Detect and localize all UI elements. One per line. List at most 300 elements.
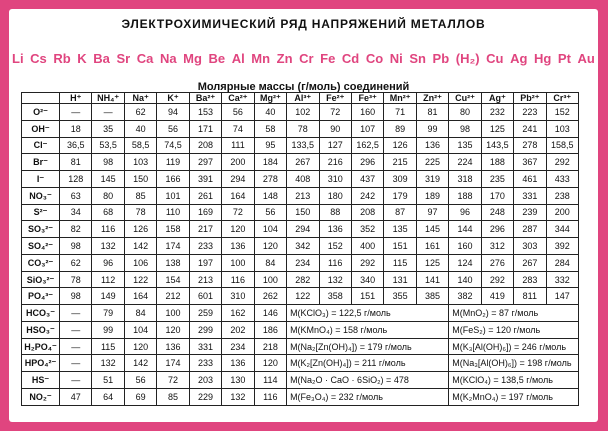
molar-mass-cell: 174 (157, 355, 189, 372)
molar-mass-cell: 101 (157, 187, 189, 204)
molar-mass-cell: — (92, 104, 124, 121)
molar-mass-cell: 140 (449, 271, 481, 288)
molar-mass-cell: 145 (416, 221, 448, 238)
molar-mass-cell: 136 (222, 355, 254, 372)
molar-mass-cell: 259 (189, 305, 221, 322)
series-metal: Cr (299, 51, 314, 66)
molar-mass-cell: 294 (222, 171, 254, 188)
molar-mass-cell: 98 (60, 288, 92, 305)
molar-mass-cell: 106 (124, 254, 156, 271)
table-row (22, 238, 579, 255)
molar-mass-cell: 296 (481, 221, 513, 238)
molar-mass-cell: 53,5 (92, 137, 124, 154)
molar-mass-cell: 188 (481, 154, 513, 171)
molar-mass-cell: 96 (449, 204, 481, 221)
molar-mass-cell: 87 (384, 204, 416, 221)
molar-mass-cell: 138 (157, 254, 189, 271)
anion-header: HSO₃⁻ (22, 321, 60, 338)
molar-mass-cell: 278 (514, 137, 546, 154)
anion-header: HPO₄²⁻ (22, 355, 60, 372)
molar-mass-cell: 287 (514, 221, 546, 238)
molar-mass-cell: 36,5 (60, 137, 92, 154)
series-metal: Ag (510, 51, 528, 66)
table-row (22, 104, 579, 121)
molar-mass-cell: 811 (514, 288, 546, 305)
molar-mass-cell: 136 (416, 137, 448, 154)
molar-mass-cell: 292 (546, 154, 578, 171)
molar-mass-cell: 382 (449, 288, 481, 305)
molar-mass-cell: 122 (124, 271, 156, 288)
molar-mass-cell: 40 (254, 104, 286, 121)
molar-mass-cell: 223 (514, 104, 546, 121)
molar-mass-cell: 461 (514, 171, 546, 188)
series-metal: Na (159, 51, 177, 66)
molar-mass-table (21, 92, 579, 406)
molar-mass-cell: 72 (157, 372, 189, 389)
table-row (22, 271, 579, 288)
molar-mass-cell: 89 (384, 120, 416, 137)
molar-mass-cell: 162 (222, 305, 254, 322)
molar-mass-cell: 235 (481, 171, 513, 188)
compound-molar-mass: M(K₂[Zn(OH)₄]) = 211 г/моль (287, 355, 449, 372)
table-row (22, 204, 579, 221)
molar-mass-cell: 34 (60, 204, 92, 221)
compound-molar-mass: M(K₂MnO₄) = 197 г/моль (449, 389, 579, 406)
molar-mass-cell: 125 (416, 254, 448, 271)
molar-mass-cell: 202 (222, 321, 254, 338)
molar-mass-cell: 158 (157, 221, 189, 238)
molar-mass-cell: 116 (319, 254, 351, 271)
table-row (22, 221, 579, 238)
molar-mass-cell: 119 (157, 154, 189, 171)
molar-mass-cell: — (60, 338, 92, 355)
molar-mass-cell: 135 (449, 137, 481, 154)
anion-header: I⁻ (22, 171, 60, 188)
molar-mass-cell: 342 (287, 238, 319, 255)
molar-mass-cell: 56 (124, 372, 156, 389)
molar-mass-cell: 100 (254, 271, 286, 288)
series-metal: Be (208, 51, 226, 66)
molar-mass-cell: 124 (449, 254, 481, 271)
molar-mass-cell: 153 (189, 104, 221, 121)
series-metal: Pt (557, 51, 571, 66)
molar-mass-cell: 160 (351, 104, 383, 121)
molar-mass-cell: 56 (157, 120, 189, 137)
series-metal: Mg (183, 51, 202, 66)
molar-mass-cell: 85 (157, 389, 189, 406)
molar-mass-cell: 234 (287, 254, 319, 271)
molar-mass-cell: 232 (481, 104, 513, 121)
molar-mass-cell: 239 (514, 204, 546, 221)
table-row (22, 372, 579, 389)
molar-mass-cell: 144 (449, 221, 481, 238)
molar-mass-cell: 98 (92, 154, 124, 171)
molar-mass-cell: 142 (124, 238, 156, 255)
anion-header: Cl⁻ (22, 137, 60, 154)
molar-mass-cell: 332 (546, 271, 578, 288)
molar-mass-cell: 58,5 (124, 137, 156, 154)
molar-mass-cell: 131 (384, 271, 416, 288)
molar-mass-cell: 318 (449, 171, 481, 188)
molar-mass-cell: 284 (546, 254, 578, 271)
molar-mass-cell: 233 (189, 238, 221, 255)
table-row (22, 389, 579, 406)
molar-mass-cell: 276 (481, 254, 513, 271)
molar-mass-cell: 151 (384, 238, 416, 255)
cation-header: Mn²⁺ (384, 93, 416, 104)
molar-mass-cell: 99 (92, 321, 124, 338)
table-row (22, 355, 579, 372)
molar-mass-cell: 128 (60, 171, 92, 188)
anion-header: PO₄³⁻ (22, 288, 60, 305)
compound-molar-mass: M(Na₂[Zn(OH)₄]) = 179 г/моль (287, 338, 449, 355)
compound-molar-mass: M(KMnO₄) = 158 г/моль (287, 321, 449, 338)
molar-mass-cell: 216 (319, 154, 351, 171)
molar-mass-cell: 174 (157, 238, 189, 255)
molar-mass-cell: 267 (287, 154, 319, 171)
molar-mass-cell: 171 (189, 120, 221, 137)
molar-mass-cell: 180 (319, 187, 351, 204)
molar-mass-cell: 234 (222, 338, 254, 355)
molar-mass-cell: 233 (189, 355, 221, 372)
cation-header: Cu²⁺ (449, 93, 481, 104)
molar-mass-cell: 100 (157, 305, 189, 322)
cation-header: Al³⁺ (287, 93, 319, 104)
molar-mass-cell: 146 (254, 305, 286, 322)
molar-mass-cell: 120 (157, 321, 189, 338)
molar-mass-cell: 125 (481, 120, 513, 137)
molar-mass-cell: 189 (416, 187, 448, 204)
corner-cell (22, 93, 60, 104)
molar-mass-cell: 297 (189, 154, 221, 171)
molar-mass-cell: 135 (384, 221, 416, 238)
series-metal: Hg (533, 51, 552, 66)
molar-mass-cell: 164 (222, 187, 254, 204)
molar-mass-cell: 136 (319, 221, 351, 238)
compound-molar-mass: M(Na₂O · CaO · 6SiO₂) = 478 (287, 372, 449, 389)
table-subtitle: Молярные массы (г/моль) соединений (197, 81, 410, 93)
molar-mass-cell: 367 (514, 154, 546, 171)
anion-header: O²⁻ (22, 104, 60, 121)
molar-mass-cell: 88 (319, 204, 351, 221)
molar-mass-cell: — (60, 321, 92, 338)
molar-mass-cell: 331 (189, 338, 221, 355)
molar-mass-cell: 82 (60, 221, 92, 238)
molar-mass-cell: 229 (189, 389, 221, 406)
series-metal: Pb (432, 51, 450, 66)
molar-mass-cell: 90 (319, 120, 351, 137)
molar-mass-cell: 100 (222, 254, 254, 271)
molar-mass-cell: 94 (157, 104, 189, 121)
molar-mass-cell: 68 (92, 204, 124, 221)
molar-mass-cell: 303 (514, 238, 546, 255)
molar-mass-cell: 392 (546, 238, 578, 255)
table-row (22, 187, 579, 204)
molar-mass-cell: 261 (189, 187, 221, 204)
series-metal: Ba (93, 51, 110, 66)
molar-mass-cell: 96 (92, 254, 124, 271)
molar-mass-cell: 158,5 (546, 137, 578, 154)
cation-header: Ca²⁺ (222, 93, 254, 104)
molar-mass-cell: 62 (60, 254, 92, 271)
molar-mass-cell: 127 (319, 137, 351, 154)
table-row (22, 137, 579, 154)
molar-mass-cell: 152 (546, 104, 578, 121)
molar-mass-cell: 225 (416, 154, 448, 171)
molar-mass-cell: 99 (416, 120, 448, 137)
series-metal: K (77, 51, 87, 66)
molar-mass-cell: 35 (92, 120, 124, 137)
cation-header: H⁺ (60, 93, 92, 104)
anion-header: NO₃⁻ (22, 187, 60, 204)
molar-mass-cell: — (60, 355, 92, 372)
molar-mass-cell: 98 (60, 238, 92, 255)
anion-header: CO₃²⁻ (22, 254, 60, 271)
molar-mass-cell: 355 (384, 288, 416, 305)
compound-molar-mass: M(FeS₂) = 120 г/моль (449, 321, 579, 338)
anion-header: SO₃²⁻ (22, 221, 60, 238)
table-row (22, 171, 579, 188)
molar-mass-cell: 120 (124, 338, 156, 355)
molar-mass-cell: 352 (351, 221, 383, 238)
molar-mass-cell: 150 (287, 204, 319, 221)
molar-mass-cell: 267 (514, 254, 546, 271)
molar-mass-cell: 385 (416, 288, 448, 305)
molar-mass-cell: 213 (287, 187, 319, 204)
molar-mass-cell: 120 (222, 221, 254, 238)
molar-mass-cell: — (60, 104, 92, 121)
table-row (22, 120, 579, 137)
cation-header: Pb²⁺ (514, 93, 546, 104)
molar-mass-cell: 208 (351, 204, 383, 221)
cation-header: Fe³⁺ (351, 93, 383, 104)
molar-mass-cell: 278 (254, 171, 286, 188)
molar-mass-cell: 169 (189, 204, 221, 221)
molar-mass-cell: 200 (222, 154, 254, 171)
molar-mass-cell: 136 (222, 238, 254, 255)
series-metal: Zn (276, 51, 293, 66)
anion-header: HCO₃⁻ (22, 305, 60, 322)
molar-mass-cell: 294 (287, 221, 319, 238)
molar-mass-cell: 78 (124, 204, 156, 221)
molar-mass-cell: 148 (254, 187, 286, 204)
molar-mass-cell: 166 (157, 171, 189, 188)
compound-molar-mass: M(Fe₃O₄) = 232 г/моль (287, 389, 449, 406)
molar-mass-cell: 296 (351, 154, 383, 171)
molar-mass-cell: 80 (92, 187, 124, 204)
series-metal: Fe (320, 51, 336, 66)
molar-mass-cell: 47 (60, 389, 92, 406)
molar-mass-cell: 151 (351, 288, 383, 305)
molar-mass-cell: 162,5 (351, 137, 383, 154)
molar-mass-cell: 141 (416, 271, 448, 288)
molar-mass-cell: 136 (157, 338, 189, 355)
series-metal: Cu (486, 51, 504, 66)
molar-mass-cell: 74,5 (157, 137, 189, 154)
table-row (22, 305, 579, 322)
molar-mass-cell: 115 (384, 254, 416, 271)
molar-mass-cell: 208 (189, 137, 221, 154)
anion-header: NO₂⁻ (22, 389, 60, 406)
molar-mass-cell: 408 (287, 171, 319, 188)
molar-mass-cell: 102 (287, 104, 319, 121)
molar-mass-cell: 154 (157, 271, 189, 288)
series-metal: Sr (116, 51, 131, 66)
molar-mass-cell: 120 (254, 355, 286, 372)
series-metal: Cd (341, 51, 360, 66)
molar-mass-cell: 71 (384, 104, 416, 121)
page-title: ЭЛЕКТРОХИМИЧЕСКИЙ РЯД НАПРЯЖЕНИЙ МЕТАЛЛОВ (121, 17, 486, 31)
series-metal: Rb (53, 51, 71, 66)
molar-mass-cell: 62 (124, 104, 156, 121)
molar-mass-cell: 312 (481, 238, 513, 255)
molar-mass-cell: 161 (416, 238, 448, 255)
molar-mass-cell: 164 (124, 288, 156, 305)
molar-mass-cell: 79 (92, 305, 124, 322)
table-row (22, 154, 579, 171)
series-metal: Li (12, 51, 24, 66)
molar-mass-cell: 104 (124, 321, 156, 338)
molar-mass-cell: 78 (287, 120, 319, 137)
table-row (22, 338, 579, 355)
anion-header: SO₄²⁻ (22, 238, 60, 255)
cation-header: Zn²⁺ (416, 93, 448, 104)
molar-mass-cell: 63 (60, 187, 92, 204)
molar-mass-cell: 97 (416, 204, 448, 221)
molar-mass-cell: 188 (449, 187, 481, 204)
molar-mass-cell: 122 (287, 288, 319, 305)
molar-mass-cell: 292 (481, 271, 513, 288)
molar-mass-cell: 69 (124, 389, 156, 406)
molar-mass-cell: 150 (124, 171, 156, 188)
molar-mass-cell: 218 (254, 338, 286, 355)
molar-mass-cell: 40 (124, 120, 156, 137)
molar-mass-cell: 170 (481, 187, 513, 204)
molar-mass-cell: 601 (189, 288, 221, 305)
molar-mass-cell: 132 (319, 271, 351, 288)
molar-mass-cell: 319 (416, 171, 448, 188)
molar-mass-cell: 437 (351, 171, 383, 188)
series-metal: Mn (251, 51, 271, 66)
molar-mass-cell: 400 (351, 238, 383, 255)
anion-header: OH⁻ (22, 120, 60, 137)
molar-mass-cell: 419 (481, 288, 513, 305)
molar-mass-cell: 358 (319, 288, 351, 305)
molar-mass-cell: 215 (384, 154, 416, 171)
molar-mass-cell: 107 (351, 120, 383, 137)
molar-mass-cell: — (60, 372, 92, 389)
molar-mass-cell: 120 (254, 238, 286, 255)
molar-mass-cell: 160 (449, 238, 481, 255)
molar-mass-cell: 340 (351, 271, 383, 288)
molar-mass-cell: 64 (92, 389, 124, 406)
molar-mass-cell: 98 (449, 120, 481, 137)
molar-mass-cell: 132 (92, 238, 124, 255)
molar-mass-cell: 147 (546, 288, 578, 305)
molar-mass-cell: 248 (481, 204, 513, 221)
molar-mass-cell: 197 (189, 254, 221, 271)
molar-mass-cell: 58 (254, 120, 286, 137)
molar-mass-cell: 145 (92, 171, 124, 188)
molar-mass-cell: 103 (124, 154, 156, 171)
compound-molar-mass: M(K₃[Al(OH)₆]) = 246 г/моль (449, 338, 579, 355)
cation-header: Ag⁺ (481, 93, 513, 104)
molar-mass-cell: 56 (254, 204, 286, 221)
molar-mass-cell: 74 (222, 120, 254, 137)
molar-mass-cell: 299 (189, 321, 221, 338)
table-row (22, 288, 579, 305)
molar-mass-cell: 104 (254, 221, 286, 238)
molar-mass-cell: 344 (546, 221, 578, 238)
molar-mass-cell: 116 (254, 389, 286, 406)
series-metal: Ni (389, 51, 403, 66)
molar-mass-cell: 130 (222, 372, 254, 389)
anion-header: Br⁻ (22, 154, 60, 171)
series-metal: Co (365, 51, 384, 66)
molar-mass-cell: 110 (157, 204, 189, 221)
molar-mass-cell: 72 (319, 104, 351, 121)
molar-mass-cell: 133,5 (287, 137, 319, 154)
molar-mass-cell: 309 (384, 171, 416, 188)
molar-mass-cell: 112 (92, 271, 124, 288)
molar-mass-cell: 81 (416, 104, 448, 121)
molar-mass-cell: 224 (449, 154, 481, 171)
cation-header: Na⁺ (124, 93, 156, 104)
molar-mass-cell: 95 (254, 137, 286, 154)
cation-header: Fe²⁺ (319, 93, 351, 104)
molar-mass-cell: 184 (254, 154, 286, 171)
molar-mass-cell: 126 (384, 137, 416, 154)
molar-mass-cell: 114 (254, 372, 286, 389)
molar-mass-cell: 212 (157, 288, 189, 305)
molar-mass-cell: 331 (514, 187, 546, 204)
molar-mass-cell: 116 (92, 221, 124, 238)
anion-header: S²⁻ (22, 204, 60, 221)
compound-molar-mass: M(MnO₂) = 87 г/моль (449, 305, 579, 322)
series-metal: Al (231, 51, 245, 66)
molar-mass-cell: — (60, 305, 92, 322)
molar-mass-cell: 203 (189, 372, 221, 389)
molar-mass-cell: 217 (189, 221, 221, 238)
molar-mass-cell: 142 (124, 355, 156, 372)
molar-mass-cell: 116 (222, 271, 254, 288)
cation-header: Cr³⁺ (546, 93, 578, 104)
series-metal: Sn (409, 51, 426, 66)
molar-mass-cell: 126 (124, 221, 156, 238)
series-metal: (H₂) (455, 51, 480, 66)
compound-molar-mass: M(KClO₄) = 138,5 г/моль (449, 372, 579, 389)
molar-mass-cell: 115 (92, 338, 124, 355)
molar-mass-cell: 262 (254, 288, 286, 305)
molar-mass-cell: 51 (92, 372, 124, 389)
molar-mass-cell: 84 (254, 254, 286, 271)
table-header-row (22, 93, 579, 104)
molar-mass-cell: 132 (222, 389, 254, 406)
molar-mass-cell: 103 (546, 120, 578, 137)
molar-mass-cell: 186 (254, 321, 286, 338)
molar-mass-cell: 310 (319, 171, 351, 188)
anion-header: HS⁻ (22, 372, 60, 389)
cation-header: Ba²⁺ (189, 93, 221, 104)
molar-mass-cell: 433 (546, 171, 578, 188)
molar-mass-cell: 200 (546, 204, 578, 221)
molar-mass-cell: 310 (222, 288, 254, 305)
molar-mass-cell: 213 (189, 271, 221, 288)
molar-mass-cell: 283 (514, 271, 546, 288)
molar-mass-cell: 149 (92, 288, 124, 305)
compound-molar-mass: M(KClO₃) = 122,5 г/моль (287, 305, 449, 322)
molar-mass-cell: 81 (60, 154, 92, 171)
